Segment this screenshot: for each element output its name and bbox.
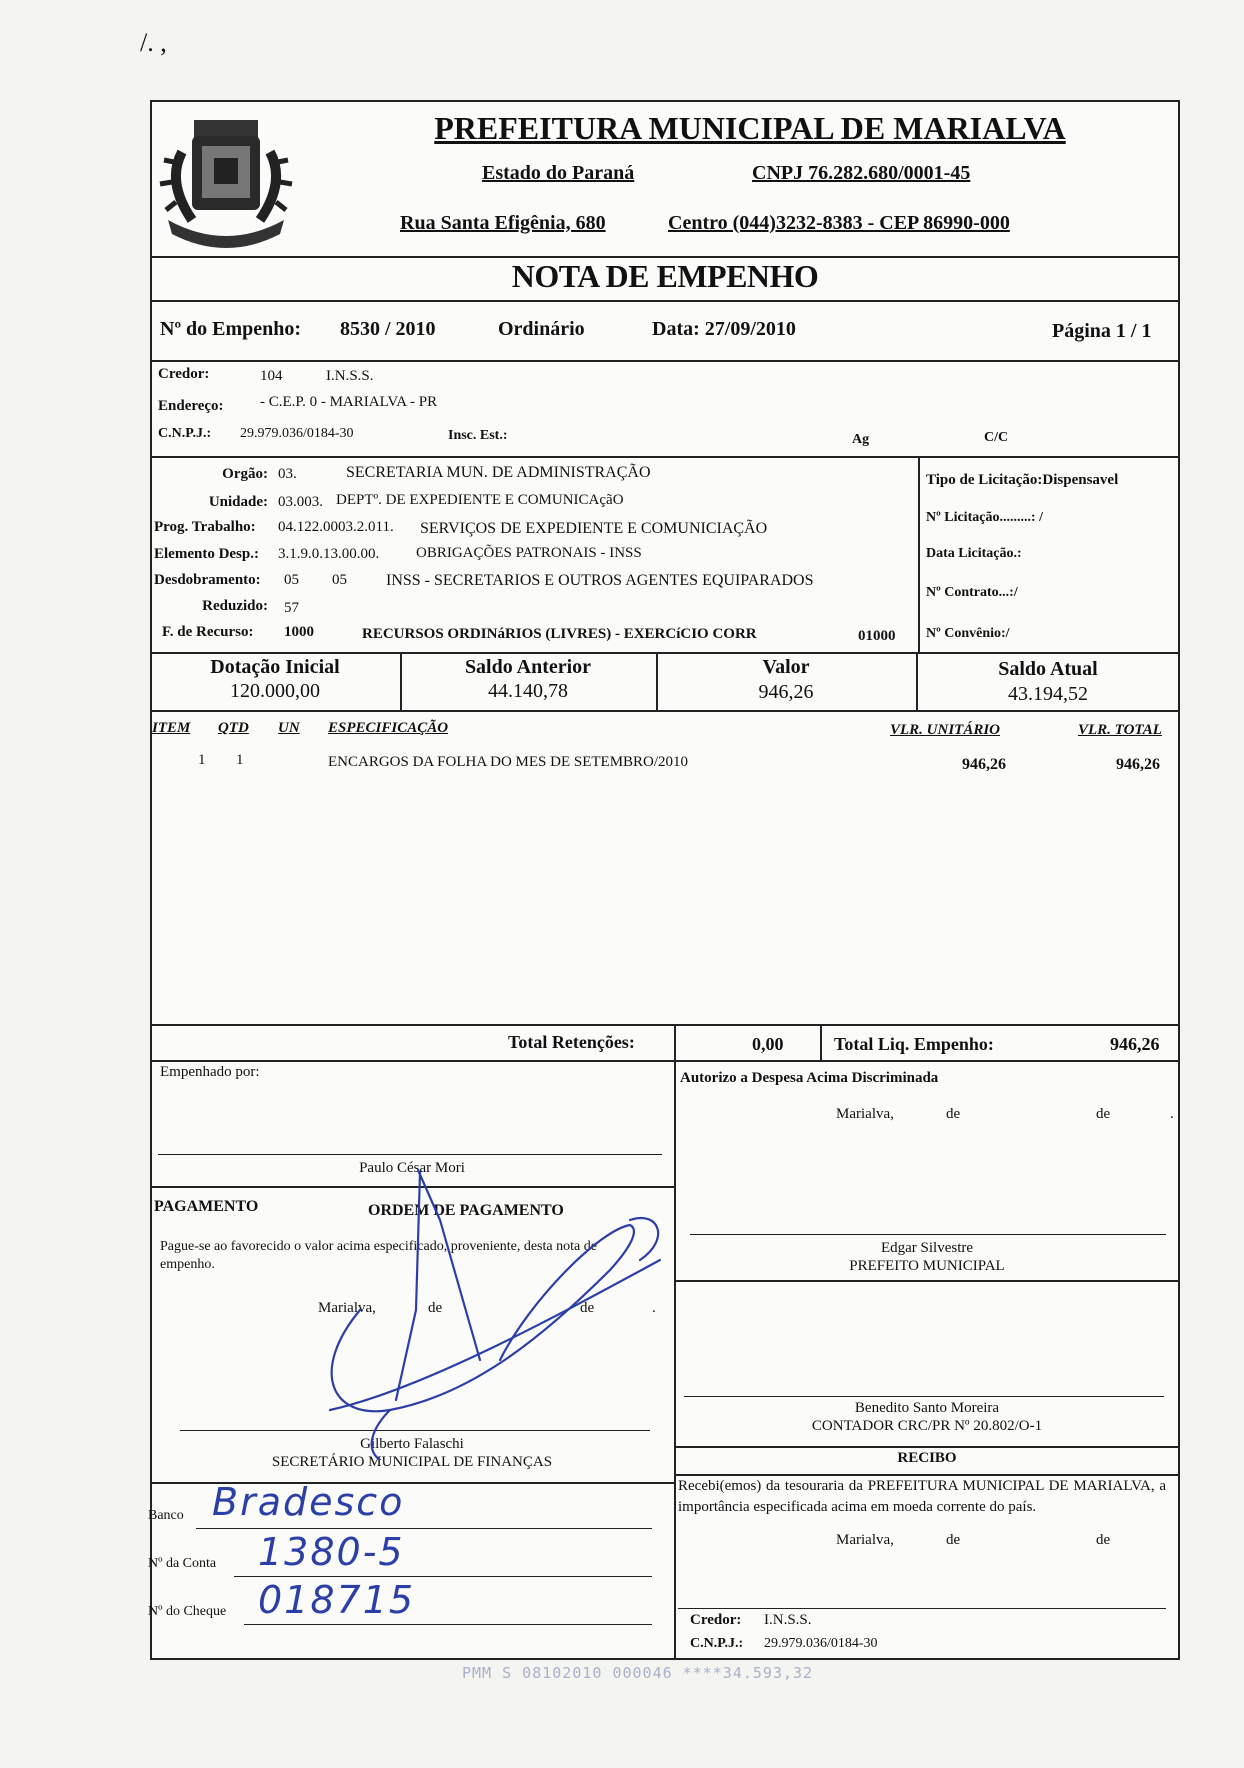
- col-especificacao: ESPECIFICAÇÃO: [328, 720, 449, 736]
- credor-code: 104: [260, 368, 283, 384]
- reduzido-value: 57: [284, 600, 299, 616]
- cheque-label: Nº do Cheque: [148, 1604, 227, 1619]
- empenhado-nome: Paulo César Mori: [359, 1160, 465, 1176]
- pagamento-de1: de: [428, 1300, 443, 1316]
- pagamento-label: PAGAMENTO: [154, 1198, 259, 1215]
- recibo-credor: I.N.S.S.: [764, 1612, 812, 1628]
- protocol-stamp: PMM S 08102010 000046 ****34.593,32: [462, 1664, 814, 1682]
- banco-label: Banco: [148, 1508, 184, 1523]
- autorizo-de1: de: [946, 1106, 961, 1122]
- desdobramento-desc: INSS - SECRETARIOS E OUTROS AGENTES EQUIPARADOS: [386, 572, 814, 589]
- secretario-cargo: SECRETÁRIO MUNICIPAL DE FINANÇAS: [271, 1454, 553, 1470]
- credor-label: Credor:: [158, 366, 210, 382]
- licitacao-data: Data Licitação.:: [926, 546, 1022, 561]
- item-especificacao: ENCARGOS DA FOLHA DO MES DE SETEMBRO/2010: [328, 754, 689, 770]
- orgao-label: Orgão:: [222, 466, 268, 482]
- desdobramento-code1: 05: [284, 572, 299, 588]
- banco-handwritten: Bradesco: [212, 1480, 405, 1524]
- coat-of-arms-logo: [152, 102, 300, 250]
- liquido-value: 946,26: [1110, 1034, 1160, 1054]
- state-label: Estado do Paraná: [482, 162, 635, 184]
- desdobramento-code2: 05: [332, 572, 347, 588]
- item-vlr-total: 946,26: [1116, 756, 1160, 773]
- item-vlr-unitario: 946,26: [962, 756, 1006, 773]
- autorizo-de2: de: [1096, 1106, 1111, 1122]
- conta-handwritten: 1380-5: [258, 1530, 405, 1574]
- recurso-label: F. de Recurso:: [162, 624, 254, 640]
- contrato-numero: Nº Contrato...:/: [926, 585, 1018, 600]
- col-vlr-unitario: VLR. UNITÁRIO: [890, 722, 1001, 738]
- contador-nome: Benedito Santo Moreira: [854, 1400, 1000, 1416]
- saldo-anterior-value: 44.140,78: [488, 680, 568, 702]
- liquido-label: Total Liq. Empenho:: [834, 1034, 994, 1054]
- recibo-de1: de: [946, 1532, 961, 1548]
- licitacao-tipo: Tipo de Licitação:Dispensavel: [926, 472, 1119, 488]
- signature-scribble: [300, 1160, 680, 1460]
- licitacao-numero: Nº Licitação.........: /: [926, 510, 1043, 525]
- orgao-code: 03.: [278, 466, 297, 482]
- empenho-date: Data: 27/09/2010: [652, 318, 796, 340]
- ag-label: Ag: [852, 432, 870, 447]
- elemento-code: 3.1.9.0.13.00.00.: [278, 546, 380, 562]
- cc-label: C/C: [984, 430, 1009, 445]
- header-cnpj: CNPJ 76.282.680/0001-45: [752, 162, 971, 184]
- col-item: ITEM: [152, 720, 191, 736]
- empenhado-label: Empenhado por:: [160, 1064, 260, 1080]
- valor-value: 946,26: [758, 681, 814, 703]
- unidade-label: Unidade:: [208, 494, 268, 510]
- cnpj-value: 29.979.036/0184-30: [240, 426, 354, 441]
- desdobramento-label: Desdobramento:: [154, 572, 261, 588]
- recurso-code: 1000: [284, 624, 314, 640]
- insc-label: Insc. Est.:: [448, 428, 508, 443]
- col-vlr-total: VLR. TOTAL: [1078, 722, 1162, 738]
- pagamento-de2: de: [580, 1300, 595, 1316]
- document-type: NOTA DE EMPENHO: [511, 258, 819, 294]
- item-number: 1: [198, 752, 206, 768]
- valor-label: Valor: [762, 656, 810, 678]
- col-qtd: QTD: [218, 720, 249, 736]
- recurso-code2: 01000: [858, 628, 896, 644]
- recurso-desc: RECURSOS ORDINáRIOS (LIVRES) - EXERCíCIO CORR: [362, 626, 757, 642]
- retencoes-value: 0,00: [752, 1034, 784, 1054]
- contador-cargo: CONTADOR CRC/PR Nº 20.802/O-1: [811, 1418, 1043, 1434]
- conta-label: Nº da Conta: [148, 1556, 217, 1571]
- unidade-desc: DEPTº. DE EXPEDIENTE E COMUNICAçãO: [336, 492, 624, 508]
- dotacao-label: Dotação Inicial: [210, 656, 340, 678]
- saldo-atual-label: Saldo Atual: [998, 658, 1098, 680]
- saldo-anterior-label: Saldo Anterior: [464, 656, 592, 678]
- unidade-code: 03.003.: [278, 494, 323, 510]
- credor-name: I.N.S.S.: [326, 368, 374, 384]
- secretario-nome: Gilberto Falaschi: [360, 1436, 464, 1452]
- recibo-texto: Recebi(emos) da tesouraria da PREFEITURA MUNICIPAL DE MARIALVA, a importância especificada acima em moeda corrente do país.: [678, 1478, 1166, 1515]
- ordem-pagamento-label: ORDEM DE PAGAMENTO: [368, 1202, 564, 1219]
- col-un: UN: [278, 720, 300, 736]
- prog-code: 04.122.0003.2.011.: [278, 519, 394, 535]
- top-mark: /. ,: [140, 28, 167, 57]
- empenho-type: Ordinário: [498, 318, 585, 340]
- empenho-number: 8530 / 2010: [340, 318, 436, 340]
- prefeito-cargo: PREFEITO MUNICIPAL: [849, 1258, 1005, 1274]
- recibo-cidade: Marialva,: [836, 1532, 894, 1548]
- autorizo-ponto: .: [1170, 1106, 1174, 1122]
- dotacao-value: 120.000,00: [230, 680, 320, 702]
- page-title: PREFEITURA MUNICIPAL DE MARIALVA: [434, 110, 1066, 146]
- item-qtd: 1: [236, 752, 244, 768]
- endereco-value: - C.E.P. 0 - MARIALVA - PR: [260, 394, 438, 410]
- recibo-de2: de: [1096, 1532, 1111, 1548]
- pagamento-ponto: .: [652, 1300, 656, 1316]
- reduzido-label: Reduzido:: [202, 598, 268, 614]
- convenio-numero: Nº Convênio:/: [926, 626, 1010, 641]
- cheque-handwritten: 018715: [258, 1578, 416, 1622]
- pagamento-cidade: Marialva,: [318, 1300, 376, 1316]
- orgao-desc: SECRETARIA MUN. DE ADMINISTRAÇÃO: [346, 464, 651, 481]
- recibo-cnpj-label: C.N.P.J.:: [690, 1636, 744, 1651]
- prog-label: Prog. Trabalho:: [154, 519, 256, 535]
- header-address: Rua Santa Efigênia, 680: [400, 212, 606, 234]
- autorizo-cidade: Marialva,: [836, 1106, 894, 1122]
- endereco-label: Endereço:: [158, 398, 224, 414]
- header-contact: Centro (044)3232-8383 - CEP 86990-000: [668, 212, 1010, 234]
- cnpj-label: C.N.P.J.:: [158, 426, 212, 441]
- pagamento-texto: Pague-se ao favorecido o valor acima especificado, proveniente, desta nota de empenho.: [160, 1239, 597, 1272]
- prefeito-nome: Edgar Silvestre: [880, 1240, 974, 1256]
- prog-desc: SERVIÇOS DE EXPEDIENTE E COMUNICIAÇÃO: [420, 520, 768, 537]
- recibo-cnpj: 29.979.036/0184-30: [764, 1636, 878, 1651]
- recibo-title: RECIBO: [897, 1450, 957, 1466]
- page-number: Página 1 / 1: [1052, 320, 1152, 342]
- elemento-label: Elemento Desp.:: [154, 546, 259, 562]
- recibo-credor-label: Credor:: [690, 1612, 742, 1628]
- autorizo-label: Autorizo a Despesa Acima Discriminada: [680, 1070, 939, 1086]
- elemento-desc: OBRIGAÇÕES PATRONAIS - INSS: [416, 545, 642, 561]
- empenho-label: Nº do Empenho:: [160, 318, 302, 340]
- saldo-atual-value: 43.194,52: [1008, 683, 1088, 705]
- retencoes-label: Total Retenções:: [508, 1032, 635, 1052]
